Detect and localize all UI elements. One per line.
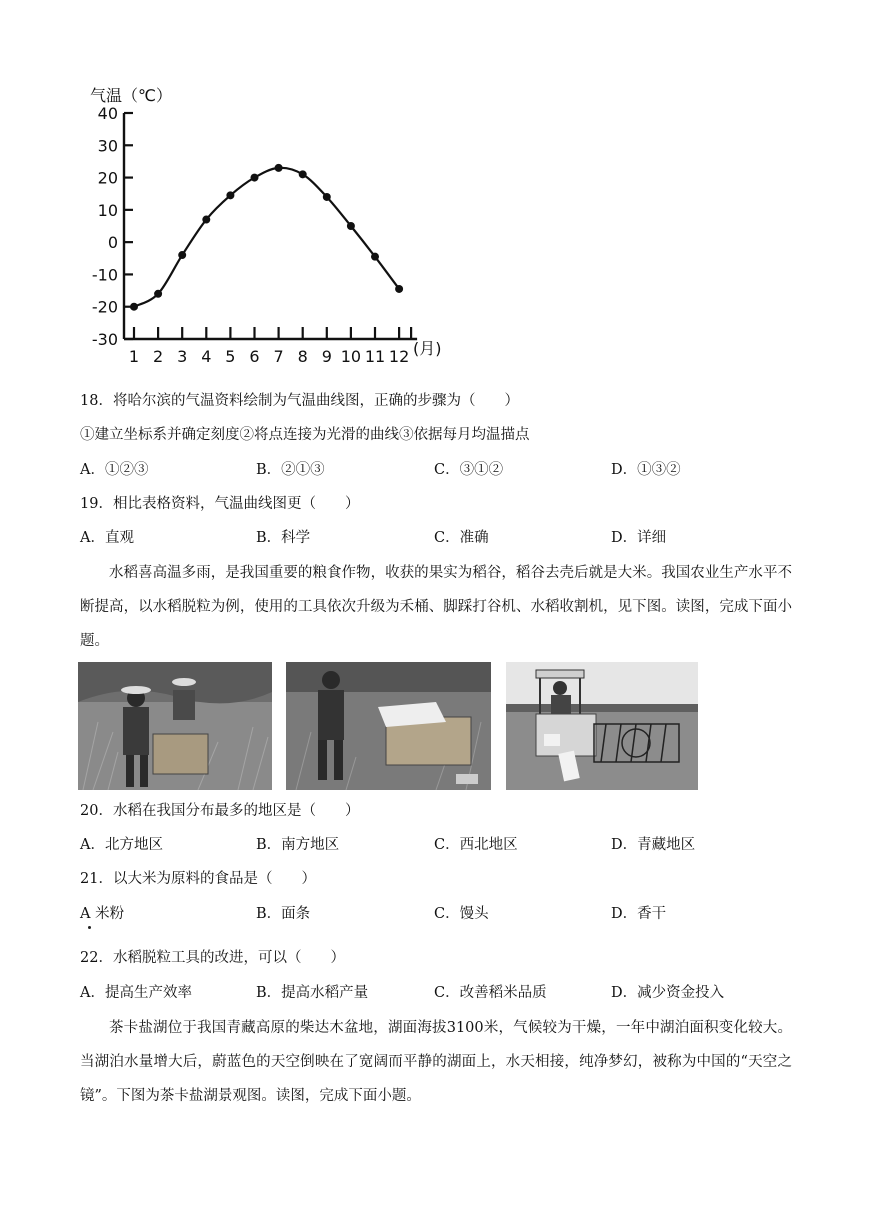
y-tick-label: 20 [97, 168, 118, 188]
photo-hetong-threshing [78, 662, 272, 790]
q19-option-c[interactable]: C．准确 [434, 530, 489, 546]
q20-option-d[interactable]: D．青藏地区 [611, 837, 696, 853]
data-points [130, 164, 403, 311]
q20-option-a[interactable]: A．北方地区 [80, 837, 163, 853]
q21-option-a[interactable]: A 米粉 [80, 906, 125, 922]
q18-option-b[interactable]: B．②①③ [256, 462, 325, 478]
y-tick-label: 0 [107, 233, 118, 253]
q19-option-d[interactable]: D．详细 [611, 530, 667, 546]
q20-option-c[interactable]: C．西北地区 [434, 837, 518, 853]
chart-axes [124, 113, 417, 339]
x-tick-label: 3 [177, 347, 188, 366]
salt-lake-passage: 茶卡盐湖位于我国青藏高原的柴达木盆地，湖面海拔3100米，气候较为干燥，一年中湖泊面积变化较大。当湖泊水量增大后，蔚蓝色的天空倒映在了宽阔而平静的湖面上，水天相接，纯净梦幻，被称为中国的“天空之镜”。下图为茶卡盐湖景观图。读图，完成下面小题。 [80, 1020, 792, 1104]
x-tick-label: 12 [388, 347, 410, 366]
q22-stem: 22．水稻脱粒工具的改进，可以（ ） [80, 950, 345, 966]
data-point [275, 164, 283, 172]
q18-option-a[interactable]: A．①②③ [80, 462, 149, 478]
data-point [395, 285, 403, 293]
temperature-curve [134, 168, 399, 307]
q18-option-c[interactable]: C．③①② [434, 462, 504, 478]
q19-option-a[interactable]: A．直观 [80, 530, 134, 546]
q21-option-c[interactable]: C．馒头 [434, 906, 489, 922]
y-tick-label: 30 [97, 136, 118, 156]
x-tick-labels [129, 347, 409, 366]
x-tick-label: 11 [364, 347, 386, 366]
q21-option-d[interactable]: D．香干 [611, 906, 667, 922]
q19-stem: 19．相比表格资料，气温曲线图更（ ） [80, 496, 360, 512]
q18-steps: ①建立坐标系并确定刻度②将点连接为光滑的曲线③依据每月均温描点 [80, 427, 530, 443]
photo-rice-harvester [506, 662, 698, 790]
y-tick-labels [92, 104, 118, 349]
q22-option-c[interactable]: C．改善稻米品质 [434, 985, 547, 1001]
q22-option-b[interactable]: B．提高水稻产量 [256, 985, 369, 1001]
rice-passage: 水稻喜高温多雨，是我国重要的粮食作物，收获的果实为稻谷，稻谷去壳后就是大米。我国农业生产水平不断提高，以水稻脱粒为例，使用的工具依次升级为禾桶、脚踩打谷机、水稻收割机，见下图。读图，完成下面小题。 [80, 565, 792, 649]
y-tick-label: -30 [91, 330, 118, 349]
y-axis-label: 气温（℃） [90, 86, 172, 105]
x-tick-label: 2 [153, 347, 164, 366]
x-tick-label: 7 [273, 347, 284, 366]
data-point [299, 170, 307, 178]
q21-stem: 21．以大米为原料的食品是（ ） [80, 871, 316, 887]
data-point [154, 290, 162, 298]
q19-option-b[interactable]: B．科学 [256, 530, 311, 546]
data-point [202, 216, 210, 224]
stray-dot [88, 926, 91, 929]
data-point [347, 222, 355, 230]
q18-stem: 18．将哈尔滨的气温资料绘制为气温曲线图，正确的步骤为（ ） [80, 393, 519, 409]
photo-pedal-thresher [286, 662, 491, 790]
q22-option-a[interactable]: A．提高生产效率 [80, 985, 192, 1001]
data-point [130, 303, 138, 311]
x-tick-label: 8 [297, 347, 308, 366]
x-tick-label: 6 [249, 347, 260, 366]
q20-stem: 20．水稻在我国分布最多的地区是（ ） [80, 803, 360, 819]
y-tick-label: -10 [91, 265, 118, 285]
x-axis-label: (月) [413, 339, 442, 358]
data-point [178, 251, 186, 259]
y-tick-label: 10 [97, 200, 118, 220]
x-tick-label: 10 [340, 347, 362, 366]
x-tick-label: 5 [225, 347, 236, 366]
q18-option-d[interactable]: D．①③② [611, 462, 681, 478]
x-tick-label: 9 [321, 347, 332, 366]
y-tick-label: 40 [97, 104, 118, 123]
q21-option-b[interactable]: B．面条 [256, 906, 311, 922]
data-point [226, 191, 234, 199]
y-tick-label: -20 [91, 297, 118, 317]
x-tick-label: 1 [128, 347, 140, 366]
q22-option-d[interactable]: D．减少资金投入 [611, 985, 725, 1001]
q20-option-b[interactable]: B．南方地区 [256, 837, 340, 853]
data-point [251, 174, 259, 182]
data-point [371, 253, 379, 261]
temperature-chart [80, 80, 460, 370]
x-tick-label: 4 [201, 347, 212, 366]
data-point [323, 193, 331, 201]
